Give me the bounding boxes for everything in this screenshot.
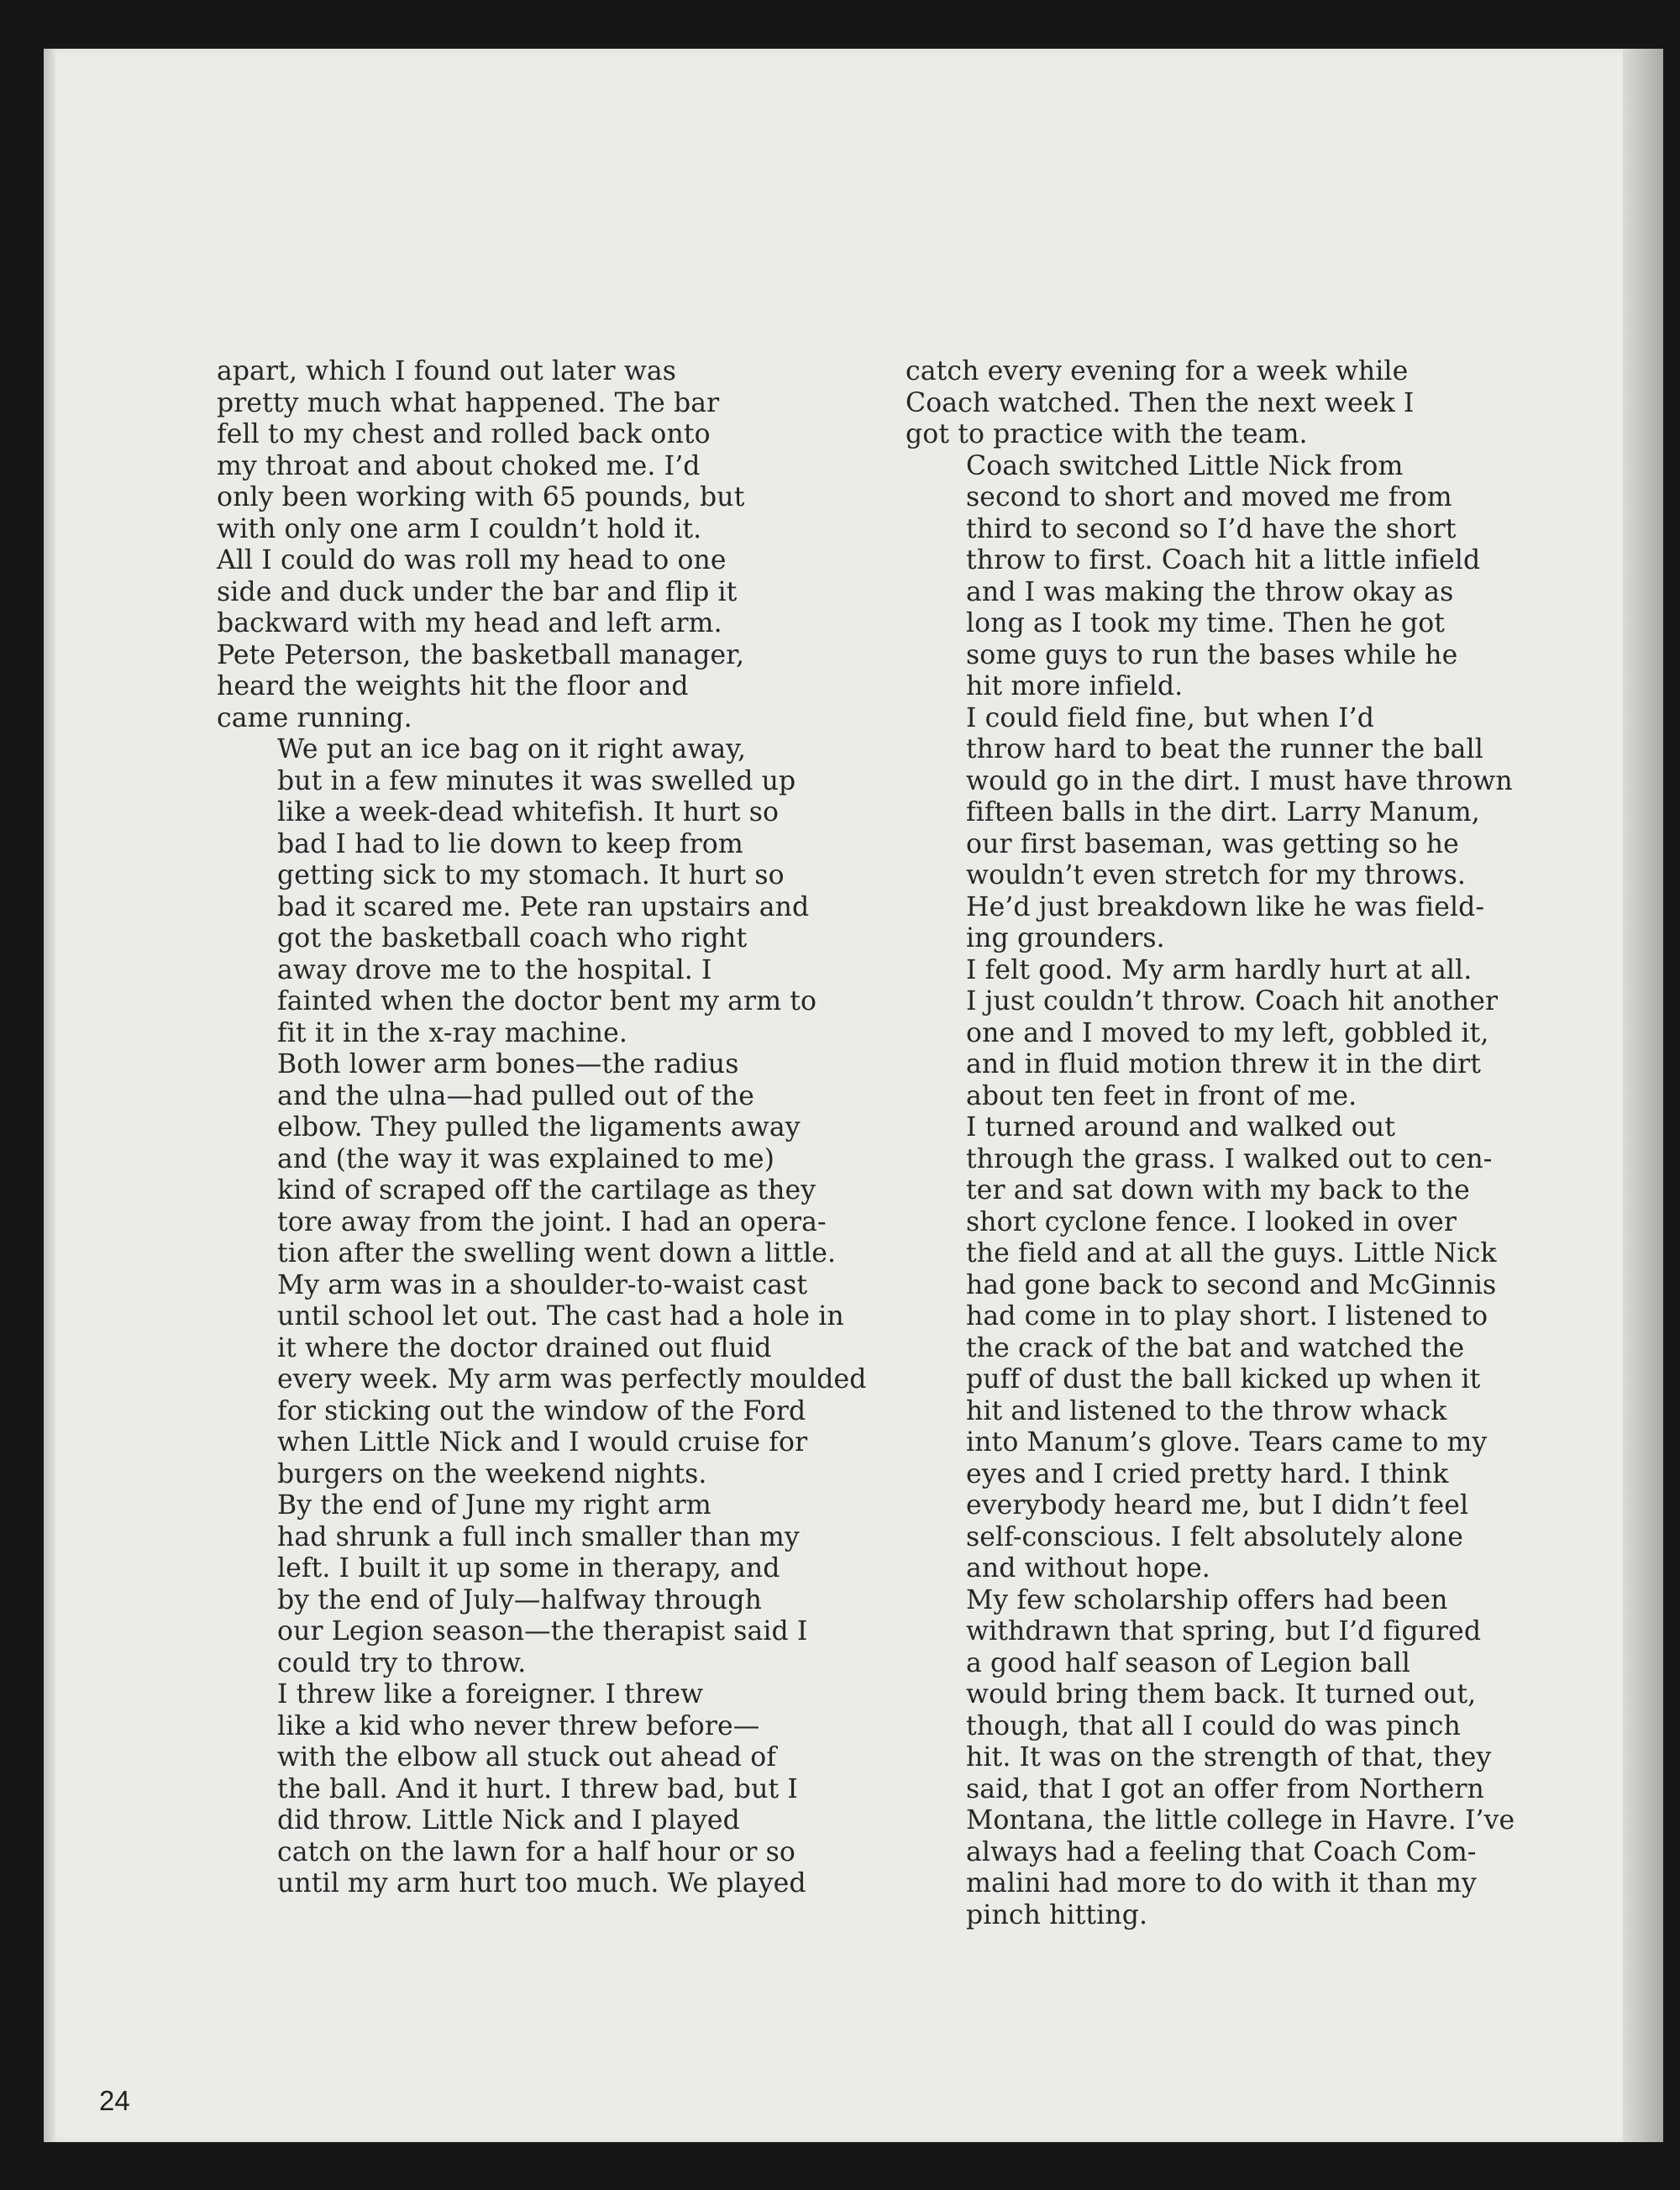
page-right-edge <box>1623 49 1663 2142</box>
text-line: fainted when the doctor bent my arm to <box>277 986 817 1016</box>
text-line: the field and at all the guys. Little Nick <box>966 1238 1497 1268</box>
text-line: always had a feeling that Coach Com- <box>966 1836 1477 1867</box>
text-line: second to short and moved me from <box>966 482 1452 512</box>
text-line: tore away from the joint. I had an opera- <box>277 1206 827 1237</box>
text-line: would go in the dirt. I must have thrown <box>966 765 1513 796</box>
text-line: I felt good. My arm hardly hurt at all. <box>966 954 1473 985</box>
text-line: eyes and I cried pretty hard. I think <box>966 1458 1449 1489</box>
text-line: third to second so I’d have the short <box>966 513 1457 544</box>
text-line: got the basketball coach who right <box>277 923 748 953</box>
page-number: 24 <box>99 2085 130 2116</box>
text-line: I just couldn’t throw. Coach hit another <box>966 986 1499 1016</box>
paragraph <box>906 703 1519 955</box>
text-line: like a week-dead whitefish. It hurt so <box>277 797 780 827</box>
paragraph <box>906 955 1519 1113</box>
text-line: getting sick to my stomach. It hurt so <box>277 860 785 890</box>
paragraph <box>217 1490 838 1679</box>
text-line: for sticking out the window of the Ford <box>277 1395 806 1426</box>
text-line: We put an ice bag on it right away, <box>277 734 747 764</box>
text-line: ter and sat down with my back to the <box>966 1175 1470 1205</box>
paragraph <box>906 451 1519 703</box>
text-line: side and duck under the bar and flip it <box>217 576 738 607</box>
text-line: bad it scared me. Pete ran upstairs and <box>277 891 810 922</box>
text-line: apart, which I found out later was <box>217 356 677 386</box>
text-line: long as I took my time. Then he got <box>966 608 1446 638</box>
text-line: when Little Nick and I would cruise for <box>277 1427 808 1457</box>
text-line: withdrawn that spring, but I’d figured <box>966 1616 1482 1646</box>
text-line: had come in to play short. I listened to <box>966 1301 1488 1331</box>
text-line: I threw like a foreigner. I threw <box>277 1679 704 1709</box>
text-line: every week. My arm was perfectly moulded <box>277 1364 867 1394</box>
text-line: Both lower arm bones—the radius <box>277 1049 739 1079</box>
text-line: throw hard to beat the runner the ball <box>966 734 1483 764</box>
text-line: pinch hitting. <box>966 1899 1148 1930</box>
text-line: and the ulna—had pulled out of the <box>277 1080 754 1111</box>
text-line: pretty much what happened. The bar <box>217 387 720 418</box>
text-line: Pete Peterson, the basketball manager, <box>217 639 745 670</box>
text-line: Coach watched. Then the next week I <box>906 387 1415 418</box>
text-line: like a kid who never threw before— <box>277 1710 760 1741</box>
text-line: My arm was in a shoulder-to-waist cast <box>277 1269 808 1300</box>
text-line: fit it in the x-ray machine. <box>277 1017 628 1048</box>
text-line: hit. It was on the strength of that, they <box>966 1742 1492 1772</box>
text-line: everybody heard me, but I didn’t feel <box>966 1490 1469 1520</box>
text-line: elbow. They pulled the ligaments away <box>277 1112 801 1142</box>
text-line: heard the weights hit the floor and <box>217 671 689 701</box>
text-line: All I could do was roll my head to one <box>217 545 727 575</box>
text-line: said, that I got an offer from Northern <box>966 1773 1484 1804</box>
text-line: ing grounders. <box>966 923 1165 953</box>
text-line: left. I built it up some in therapy, and <box>277 1553 780 1583</box>
text-line: one and I moved to my left, gobbled it, <box>966 1017 1489 1048</box>
text-line: bad I had to lie down to keep from <box>277 828 743 859</box>
paragraph <box>217 356 838 734</box>
paragraph <box>906 1585 1519 1932</box>
paragraph <box>217 1049 867 1490</box>
text-line: wouldn’t even stretch for my throws. <box>966 860 1467 890</box>
text-line: malini had more to do with it than my <box>966 1868 1477 1899</box>
text-line: the ball. And it hurt. I threw bad, but I <box>277 1773 798 1804</box>
text-line: with the elbow all stuck out ahead of <box>277 1742 777 1772</box>
paragraph <box>217 734 838 1049</box>
text-line: fell to my chest and rolled back onto <box>217 419 711 449</box>
text-line: had shrunk a full inch smaller than my <box>277 1521 800 1552</box>
text-line: and I was making the throw okay as <box>966 576 1454 607</box>
text-line: I could field fine, but when I’d <box>966 702 1375 733</box>
text-line: did throw. Little Nick and I played <box>277 1805 740 1836</box>
text-line: until my arm hurt too much. We played <box>277 1868 806 1899</box>
text-line: hit and listened to the throw whack <box>966 1395 1447 1426</box>
text-line: about ten feet in front of me. <box>966 1080 1357 1111</box>
text-line: got to practice with the team. <box>906 419 1308 449</box>
page-binding-edge <box>44 49 55 2142</box>
text-line: through the grass. I walked out to cen- <box>966 1143 1493 1174</box>
text-line: catch on the lawn for a half hour or so <box>277 1836 795 1867</box>
text-line: backward with my head and left arm. <box>217 608 722 638</box>
text-line: a good half season of Legion ball <box>966 1647 1410 1678</box>
text-line: I turned around and walked out <box>966 1112 1395 1142</box>
text-line: Coach switched Little Nick from <box>966 450 1404 481</box>
text-line: and in fluid motion threw it in the dirt <box>966 1049 1482 1079</box>
text-line: our Legion season—the therapist said I <box>277 1616 808 1646</box>
text-line: kind of scraped off the cartilage as they <box>277 1175 816 1205</box>
text-line: Montana, the little college in Havre. I’ve <box>966 1805 1515 1836</box>
paragraph <box>217 1679 838 1900</box>
text-line: with only one arm I couldn’t hold it. <box>217 513 702 544</box>
text-line: burgers on the weekend nights. <box>277 1458 707 1489</box>
text-line: the crack of the bat and watched the <box>966 1332 1465 1363</box>
text-line: could try to throw. <box>277 1647 527 1678</box>
text-line: it where the doctor drained out fluid <box>277 1332 772 1363</box>
text-line: tion after the swelling went down a little. <box>277 1238 837 1268</box>
text-line: short cyclone fence. I looked in over <box>966 1206 1457 1237</box>
text-line: some guys to run the bases while he <box>966 639 1458 670</box>
text-line: only been working with 65 pounds, but <box>217 482 745 512</box>
text-line: had gone back to second and McGinnis <box>966 1269 1497 1300</box>
text-line: our first baseman, was getting so he <box>966 828 1459 859</box>
text-line: and (the way it was explained to me) <box>277 1143 774 1174</box>
text-line: My few scholarship offers had been <box>966 1584 1448 1615</box>
paragraph <box>906 356 1519 451</box>
text-line: and without hope. <box>966 1553 1210 1583</box>
paragraph <box>906 1112 1519 1585</box>
text-line: by the end of July—halfway through <box>277 1584 763 1615</box>
text-line: fifteen balls in the dirt. Larry Manum, <box>966 797 1480 827</box>
text-line: By the end of June my right arm <box>277 1490 711 1520</box>
text-line: into Manum’s glove. Tears came to my <box>966 1427 1488 1457</box>
text-line: but in a few minutes it was swelled up <box>277 765 796 796</box>
text-line: catch every evening for a week while <box>906 356 1409 386</box>
text-line: though, that all I could do was pinch <box>966 1710 1461 1741</box>
text-line: He’d just breakdown like he was field- <box>966 891 1485 922</box>
text-line: away drove me to the hospital. I <box>277 954 712 985</box>
text-line: puff of dust the ball kicked up when it <box>966 1364 1481 1394</box>
text-line: throw to first. Coach hit a little infield <box>966 545 1481 575</box>
right-text-column <box>906 356 1519 1931</box>
text-line: came running. <box>217 702 412 733</box>
text-line: until school let out. The cast had a hole in <box>277 1301 844 1331</box>
left-text-column <box>217 356 867 1900</box>
text-line: self-conscious. I felt absolutely alone <box>966 1521 1464 1552</box>
text-line: would bring them back. It turned out, <box>966 1679 1477 1709</box>
text-line: hit more infield. <box>966 671 1184 701</box>
text-line: my throat and about choked me. I’d <box>217 450 701 481</box>
